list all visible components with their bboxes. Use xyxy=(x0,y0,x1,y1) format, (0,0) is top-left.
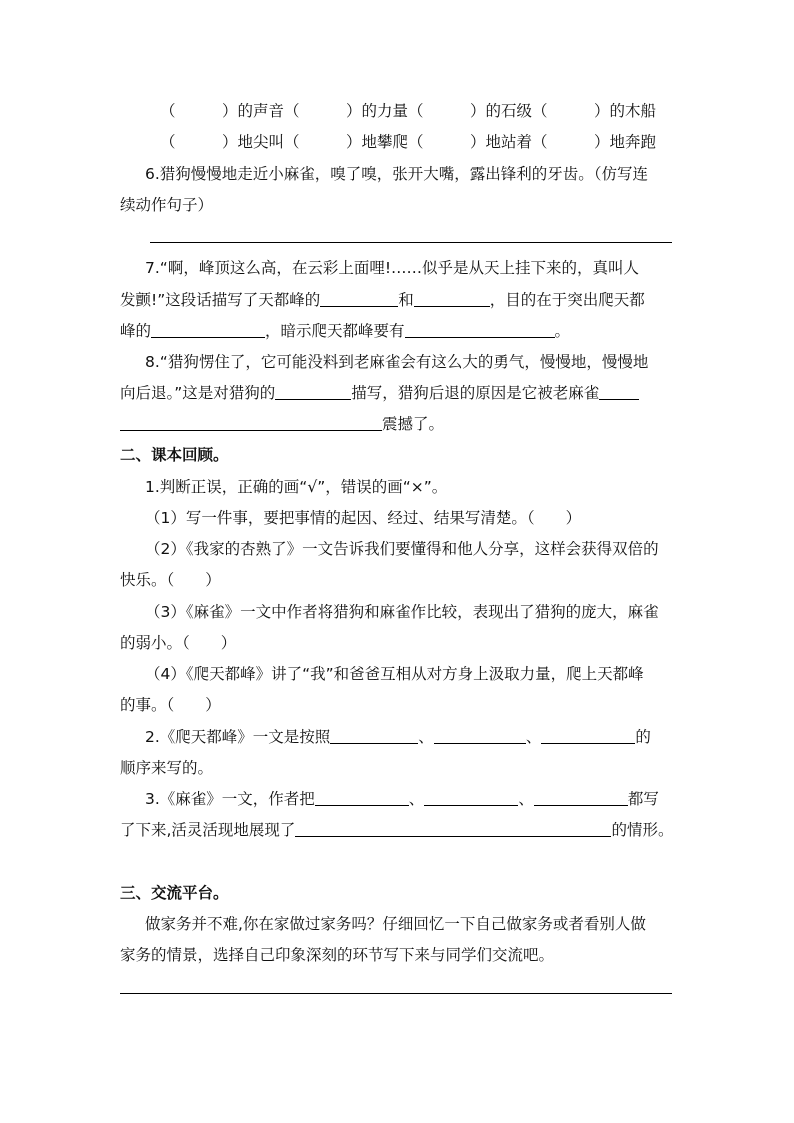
q8-line3 xyxy=(120,413,444,435)
q7-blank-3[interactable] xyxy=(151,321,265,338)
s2-q1-item4-line2: 的事。（ ） xyxy=(120,696,221,714)
q7-line3 xyxy=(120,320,570,342)
s3-line2: 家务的情景，选择自己印象深刻的环节写下来与同学们交流吧。 xyxy=(120,946,555,964)
q8-blank-2a[interactable] xyxy=(599,383,639,400)
q8-text-a: 向后退。”这是对猎狗的 xyxy=(120,384,276,402)
s2-q1: 1.判断正误，正确的画“√”，错误的画“×”。 xyxy=(145,478,448,496)
q7-line1: 7.“啊，峰顶这么高，在云彩上面哩!……似乎是从天上挂下来的，真叫人 xyxy=(145,259,640,277)
section3-title: 三、交流平台。 xyxy=(120,884,229,902)
s2-q2-sep-1: 、 xyxy=(418,728,434,746)
q7-line2 xyxy=(120,289,645,311)
s3-line1: 做家务并不难,你在家做过家务吗？仔细回忆一下自己做家务或者看别人做 xyxy=(145,915,646,933)
q7-text-c: ，目的在于突出爬天都 xyxy=(489,291,645,309)
s2-q3-text-a: 3.《麻雀》一文，作者把 xyxy=(145,790,315,808)
s2-q3-sep-2: 、 xyxy=(518,790,534,808)
section2-title: 二、课本回顾。 xyxy=(120,446,229,464)
s2-q2-blank-1[interactable] xyxy=(330,727,418,744)
s2-q1-item4-line1: （4）《爬天都峰》讲了“我”和爸爸互相从对方身上汲取力量，爬上天都峰 xyxy=(145,665,644,683)
q7-blank-4[interactable] xyxy=(405,321,555,338)
s2-q2-text-b: 的 xyxy=(635,728,651,746)
q8-text-b: 描写，猎狗后退的原因是它被老麻雀 xyxy=(351,384,600,402)
s2-q2-blank-2[interactable] xyxy=(434,727,526,744)
q7-blank-2[interactable] xyxy=(414,290,490,307)
q6-line2: 续动作句子） xyxy=(120,196,214,214)
s2-q3-text-d: 的情形。 xyxy=(611,821,674,839)
s2-q3-text-b: 都写 xyxy=(627,790,659,808)
s2-q1-item3-line2: 的弱小。（ ） xyxy=(120,634,237,652)
s2-q3-line1 xyxy=(145,788,659,810)
fill-row-1: （ ）的声音（ ）的力量（ ）的石级（ ）的木船 xyxy=(160,102,657,120)
q7-text-e: ，暗示爬天都峰要有 xyxy=(265,322,405,340)
q7-text-d: 峰的 xyxy=(120,322,152,340)
s2-q1-item3-line1: （3）《麻雀》一文中作者将猎狗和麻雀作比较，表现出了猎狗的庞大，麻雀 xyxy=(145,603,659,621)
s2-q2-line1 xyxy=(145,726,651,748)
q6-line1: 6.猎狗慢慢地走近小麻雀，嗅了嗅，张开大嘴，露出锋利的牙齿。（仿写连 xyxy=(145,165,649,183)
s2-q3-blank-2[interactable] xyxy=(424,789,518,806)
q8-blank-2b[interactable] xyxy=(120,414,382,431)
q8-line1: 8.“猎狗愣住了，它可能没料到老麻雀会有这么大的勇气，慢慢地，慢慢地 xyxy=(145,353,649,371)
s2-q2-text-a: 2.《爬天都峰》一文是按照 xyxy=(145,728,331,746)
s2-q2-blank-3[interactable] xyxy=(541,727,635,744)
q7-blank-1[interactable] xyxy=(320,290,398,307)
s2-q1-item2-line2: 快乐。（ ） xyxy=(120,571,221,589)
fill-row-2: （ ）地尖叫（ ）地攀爬（ ）地站着（ ）地奔跑 xyxy=(160,133,657,151)
q8-blank-1[interactable] xyxy=(275,383,351,400)
q8-text-c: 震撼了。 xyxy=(382,415,445,433)
s2-q3-blank-3[interactable] xyxy=(534,789,628,806)
s2-q3-text-c: 了下来,活灵活现地展现了 xyxy=(120,821,296,839)
s2-q3-line2 xyxy=(120,819,673,841)
q6-answer-line[interactable] xyxy=(150,242,672,243)
s2-q1-item2-line1: （2）《我家的杏熟了》一文告诉我们要懂得和他人分享，这样会获得双倍的 xyxy=(145,540,659,558)
s2-q3-blank-1[interactable] xyxy=(315,789,409,806)
q7-text-f: 。 xyxy=(554,322,571,340)
q7-text-b: 和 xyxy=(398,291,414,309)
s2-q3-sep-1: 、 xyxy=(408,790,425,808)
q8-line2 xyxy=(120,382,639,404)
s2-q1-item1: （1）写一件事，要把事情的起因、经过、结果写清楚。（ ） xyxy=(145,509,582,527)
s2-q2-line2: 顺序来写的。 xyxy=(120,759,214,777)
q7-text-a: 发颤!”这段话描写了天都峰的 xyxy=(120,291,321,309)
s2-q3-blank-4[interactable] xyxy=(295,820,611,837)
s3-answer-line[interactable] xyxy=(120,993,672,994)
s2-q2-sep-2: 、 xyxy=(525,728,542,746)
